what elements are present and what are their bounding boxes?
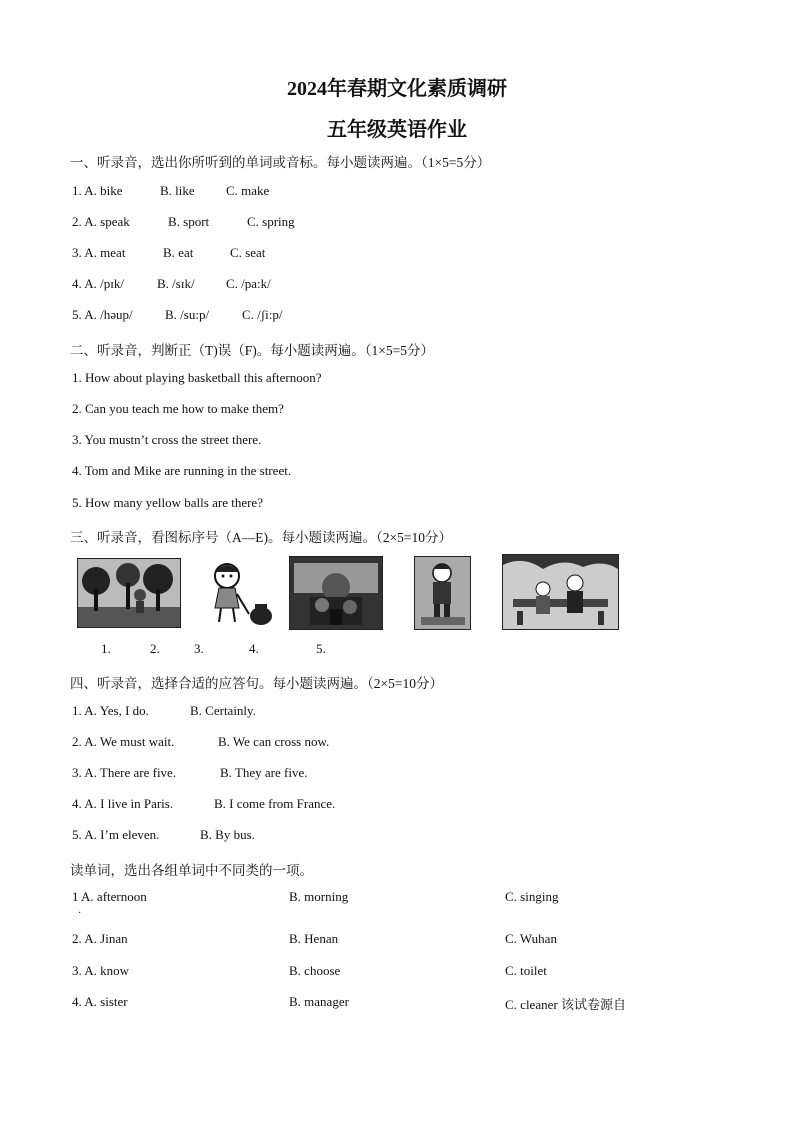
s5-q1-c: C. singing bbox=[505, 889, 559, 904]
picture-number-4: 4. bbox=[249, 641, 259, 656]
s1-q1-c: C. make bbox=[226, 183, 270, 198]
s5-q2-b: B. Henan bbox=[289, 931, 339, 946]
s4-q4-b: B. I come from France. bbox=[214, 796, 336, 811]
s5-q3-a: 3. A. know bbox=[72, 963, 130, 978]
s5-q4-b: B. manager bbox=[289, 994, 349, 1009]
s2-item-3: 3. You mustn’t cross the street there. bbox=[72, 432, 262, 447]
s4-q1-b: B. Certainly. bbox=[190, 703, 256, 718]
section-4-heading: 四、听录音，选择合适的应答句。每小题读两遍。（2×5=10分） bbox=[70, 676, 443, 691]
s4-q2-a: 2. A. We must wait. bbox=[72, 734, 175, 749]
s2-item-1: 1. How about playing basketball this afternoon? bbox=[72, 370, 322, 385]
s1-q3-a: 3. A. meat bbox=[72, 245, 126, 260]
s4-q2-b: B. We can cross now. bbox=[218, 734, 330, 749]
s1-q2-a: 2. A. speak bbox=[72, 214, 130, 229]
s5-q2-a: 2. A. Jinan bbox=[72, 931, 128, 946]
stray-dot: · bbox=[78, 908, 82, 919]
section-5-heading: 读单词，选出各组单词中不同类的一项。 bbox=[70, 863, 313, 878]
s2-item-5: 5. How many yellow balls are there? bbox=[72, 495, 263, 510]
s1-q5-c: C. /ʃi:p/ bbox=[242, 307, 283, 322]
s1-q4-a: 4. A. /pɪk/ bbox=[72, 276, 125, 291]
picture-number-3: 3. bbox=[194, 641, 204, 656]
s1-q1-a: 1. A. bike bbox=[72, 183, 123, 198]
s1-q4-c: C. /pa:k/ bbox=[226, 276, 271, 291]
s2-item-2: 2. Can you teach me how to make them? bbox=[72, 401, 284, 416]
s1-q3-c: C. seat bbox=[230, 245, 266, 260]
s4-q3-a: 3. A. There are five. bbox=[72, 765, 177, 780]
s5-q4-a: 4. A. sister bbox=[72, 994, 128, 1009]
s1-q1-b: B. like bbox=[160, 183, 195, 198]
s5-q3-b: B. choose bbox=[289, 963, 341, 978]
picture-girl-sweeping bbox=[197, 558, 279, 628]
picture-boy-standing bbox=[414, 556, 471, 630]
s1-q4-b: B. /sɪk/ bbox=[157, 276, 195, 291]
s5-q2-c: C. Wuhan bbox=[505, 931, 557, 946]
picture-street-scene bbox=[289, 556, 383, 630]
s1-q3-b: B. eat bbox=[163, 245, 194, 260]
s2-item-4: 4. Tom and Mike are running in the street. bbox=[72, 463, 292, 478]
page-subtitle: 五年级英语作业 bbox=[327, 119, 467, 141]
section-1-heading: 一、听录音，选出你所听到的单词或音标。每小题读两遍。（1×5=5分） bbox=[70, 155, 491, 170]
s1-q5-a: 5. A. /həup/ bbox=[72, 307, 133, 322]
picture-number-1: 1. bbox=[101, 641, 111, 656]
page-title: 2024年春期文化素质调研 bbox=[287, 78, 507, 100]
s1-q2-b: B. sport bbox=[168, 214, 210, 229]
s5-q3-c: C. toilet bbox=[505, 963, 547, 978]
picture-people-bench bbox=[502, 554, 619, 630]
picture-number-5: 5. bbox=[316, 641, 326, 656]
s1-q2-c: C. spring bbox=[247, 214, 295, 229]
s4-q3-b: B. They are five. bbox=[220, 765, 308, 780]
picture-number-2: 2. bbox=[150, 641, 160, 656]
s5-q1-a: 1 A. afternoon bbox=[72, 889, 147, 904]
s1-q5-b: B. /su:p/ bbox=[165, 307, 210, 322]
section-2-heading: 二、听录音，判断正（T)误（F)。每小题读两遍。（1×5=5分） bbox=[70, 343, 434, 358]
s4-q5-b: B. By bus. bbox=[200, 827, 255, 842]
s5-q1-b: B. morning bbox=[289, 889, 349, 904]
s4-q4-a: 4. A. I live in Paris. bbox=[72, 796, 174, 811]
s5-q4-c: C. cleaner 该试卷源自 bbox=[505, 997, 626, 1012]
section-3-heading: 三、听录音，看图标序号（A—E)。每小题读两遍。（2×5=10分） bbox=[70, 530, 452, 545]
picture-trees-park bbox=[77, 558, 181, 628]
s4-q5-a: 5. A. I’m eleven. bbox=[72, 827, 160, 842]
s4-q1-a: 1. A. Yes, I do. bbox=[72, 703, 149, 718]
